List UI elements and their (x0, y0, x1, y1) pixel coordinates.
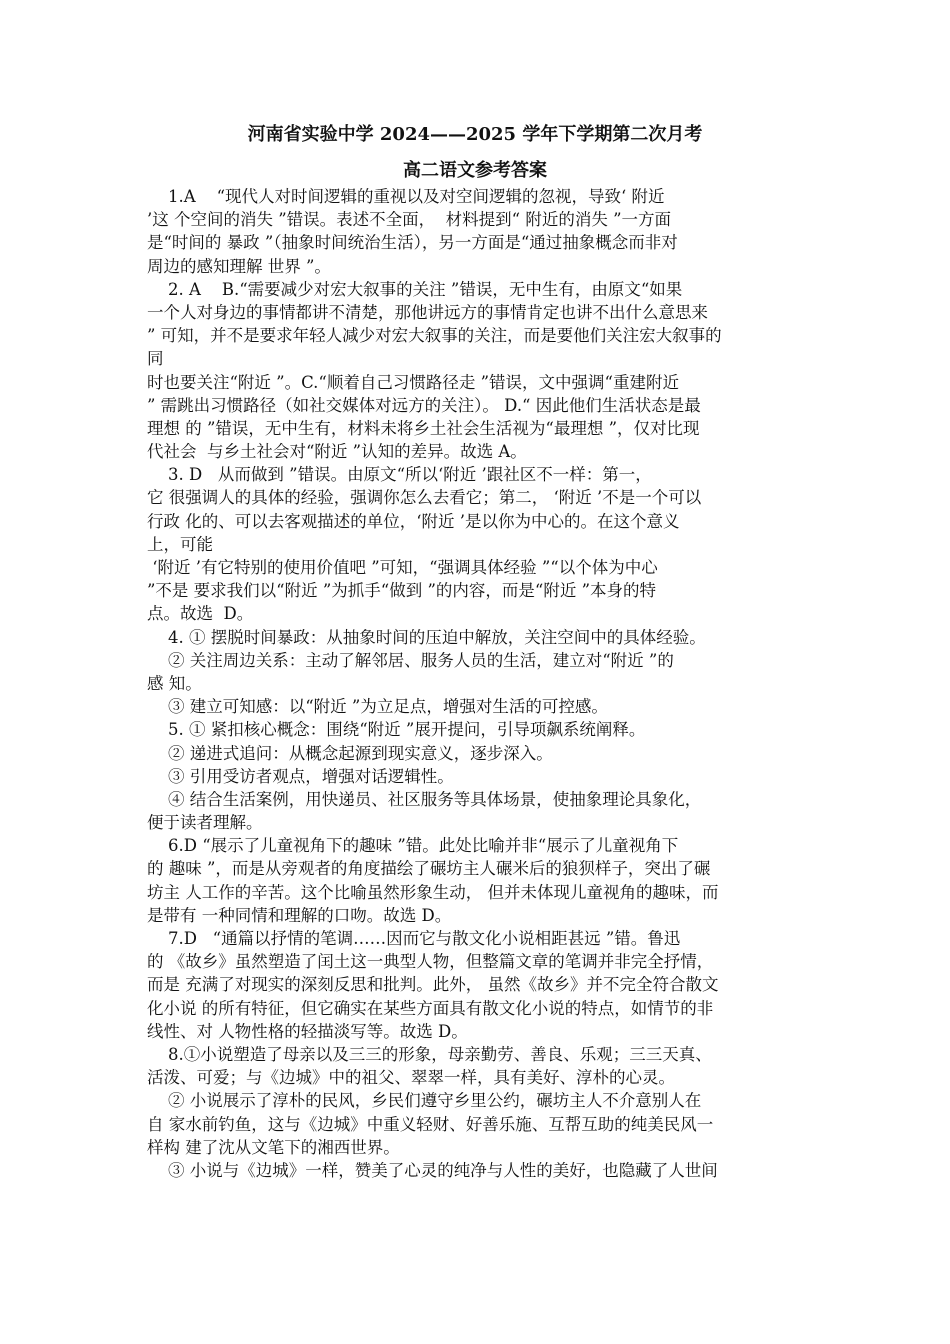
text-line: ④ 结合生活案例，用快递员、社区服务等具体场景，使抽象理论具象化， (147, 789, 702, 809)
text-line: 的 趣味 ”，而是从旁观者的角度描绘了碾坊主人碾米后的狼狈样子，突出了碾 (147, 859, 711, 879)
text-line: ’这 个空间的消失 ”错误。表述不全面， 材料提到“ 附近的消失 ”一方面 (147, 210, 672, 230)
text-line: ‘附近 ’有它特别的使用价值吧 ”可知，“强调具体经验 ”“以个体为中心 (147, 558, 658, 577)
text-line: 便于读者理解。 (147, 813, 263, 833)
text-line: 时也要关注“附近 ”。C.“顺着自己习惯路径走 ”错误，文中强调“重建附近 (147, 372, 679, 392)
text-line: 自 家水前钓鱼，这与《边城》中重义轻财、好善乐施、互帮互助的纯美民风一 (147, 1114, 714, 1134)
text-line: 6.D “展示了儿童视角下的趣味 ”错。此处比喻并非“展示了儿童视角下 (147, 836, 679, 856)
text-line: 它 很强调人的具体的经验，强调你怎么去看它；第二， ‘附近 ’不是一个可以 (147, 488, 702, 508)
text-line: 理想 的 ”错误，无中生有，材料未将乡土社会生活视为“最理想 ”，仅对比现 (147, 418, 700, 438)
text-line: 化小说 的所有特征，但它确实在某些方面具有散文化小说的特点，如情节的非 (147, 998, 714, 1018)
text-line: ③ 建立可知感：以“附近 ”为立足点，增强对生活的可控感。 (147, 697, 608, 717)
text-line: 行政 化的、可以去客观描述的单位，‘附近 ’是以你为中心的。在这个意义 (147, 511, 680, 531)
text-line: ” 需跳出习惯路径（如社交媒体对远方的关注）。 D.“ 因此他们生活状态是最 (147, 395, 701, 415)
text-line: 代社会 与乡土社会对“附近 ”认知的差异。故选 A。 (147, 442, 527, 462)
text-line: 活泼、可爱；与《边城》中的祖父、翠翠一样，具有美好、淳朴的心灵。 (147, 1068, 675, 1088)
text-line: ” 可知，并不是要求年轻人减少对宏大叙事的关注，而是要他们关注宏大叙事的 (147, 326, 722, 346)
document-title: 河南省实验中学 2024——2025 学年下学期第二次月考 (247, 124, 703, 145)
text-line: 点。故选 D。 (147, 604, 254, 624)
text-line: 4. ① 摆脱时间暴政：从抽象时间的压迫中解放，关注空间中的具体经验。 (147, 627, 706, 647)
text-line: 1.A “现代人对时间逻辑的重视以及对空间逻辑的忽视，导致‘ 附近 (147, 187, 665, 206)
text-line: 而是 充满了对现实的深刻反思和批判。此外， 虽然《故乡》并不完全符合散文 (147, 975, 719, 995)
text-line: 样构 建了沈从文笔下的湘西世界。 (147, 1137, 400, 1157)
text-line: 是“时间的 暴政 ”（抽象时间统治生活），另一方面是“通过抽象概念而非对 (147, 233, 678, 253)
text-line: 是带有 一种同情和理解的口吻。故选 D。 (147, 905, 452, 925)
text-line: 线性、对 人物性格的轻描淡写等。故选 D。 (147, 1021, 468, 1041)
text-line: 坊主 人工作的辛苦。这个比喻虽然形象生动， 但并未体现儿童视角的趣味，而 (147, 882, 719, 902)
text-line: 感 知。 (147, 673, 202, 693)
text-line: ③ 小说与《边城》一样，赞美了心灵的纯净与人性的美好，也隐藏了人世间 (147, 1160, 718, 1180)
text-line: ”不是 要求我们以“附近 ”为抓手“做到 ”的内容，而是“附近 ”本身的特 (147, 581, 657, 601)
text-line: ③ 引用受访者观点，增强对话逻辑性。 (147, 766, 454, 786)
text-line: 的 《故乡》虽然塑造了闰土这一典型人物，但整篇文章的笔调并非完全抒情， (147, 952, 714, 972)
document-subtitle: 高二语文参考答案 (403, 160, 547, 181)
text-line: 5. ① 紧扣核心概念：围绕“附近 ”展开提问，引导项飙系统阐释。 (147, 720, 646, 740)
answer-body (147, 185, 827, 1182)
text-line: 3. D 从而做到 ”错误。由原文“所以‘附近 ’跟社区不一样：第一， (147, 465, 652, 485)
text-line: 同 (147, 349, 164, 369)
text-line: ② 小说展示了淳朴的民风，乡民们遵守乡里公约，碾坊主人不介意别人在 (147, 1091, 702, 1111)
text-line: ② 关注周边关系：主动了解邻居、服务人员的生活，建立对“附近 ”的 (147, 650, 674, 670)
text-line: 2. A B.“需要减少对宏大叙事的关注 ”错误，无中生有，由原文“如果 (147, 279, 683, 299)
text-line: 周边的感知理解 世界 ”。 (147, 256, 331, 276)
text-line: ② 递进式追问：从概念起源到现实意义，逐步深入。 (147, 743, 553, 763)
text-line: 8.①小说塑造了母亲以及三三的形象，母亲勤劳、善良、乐观；三三天真、 (147, 1044, 712, 1064)
text-line: 一个人对身边的事情都讲不清楚，那他讲远方的事情肯定也讲不出什么意思来 (147, 302, 708, 322)
text-line: 上，可能 (147, 534, 213, 554)
text-line: 7.D “通篇以抒情的笔调……因而它与散文化小说相距甚远 ”错。鲁迅 (147, 929, 681, 948)
